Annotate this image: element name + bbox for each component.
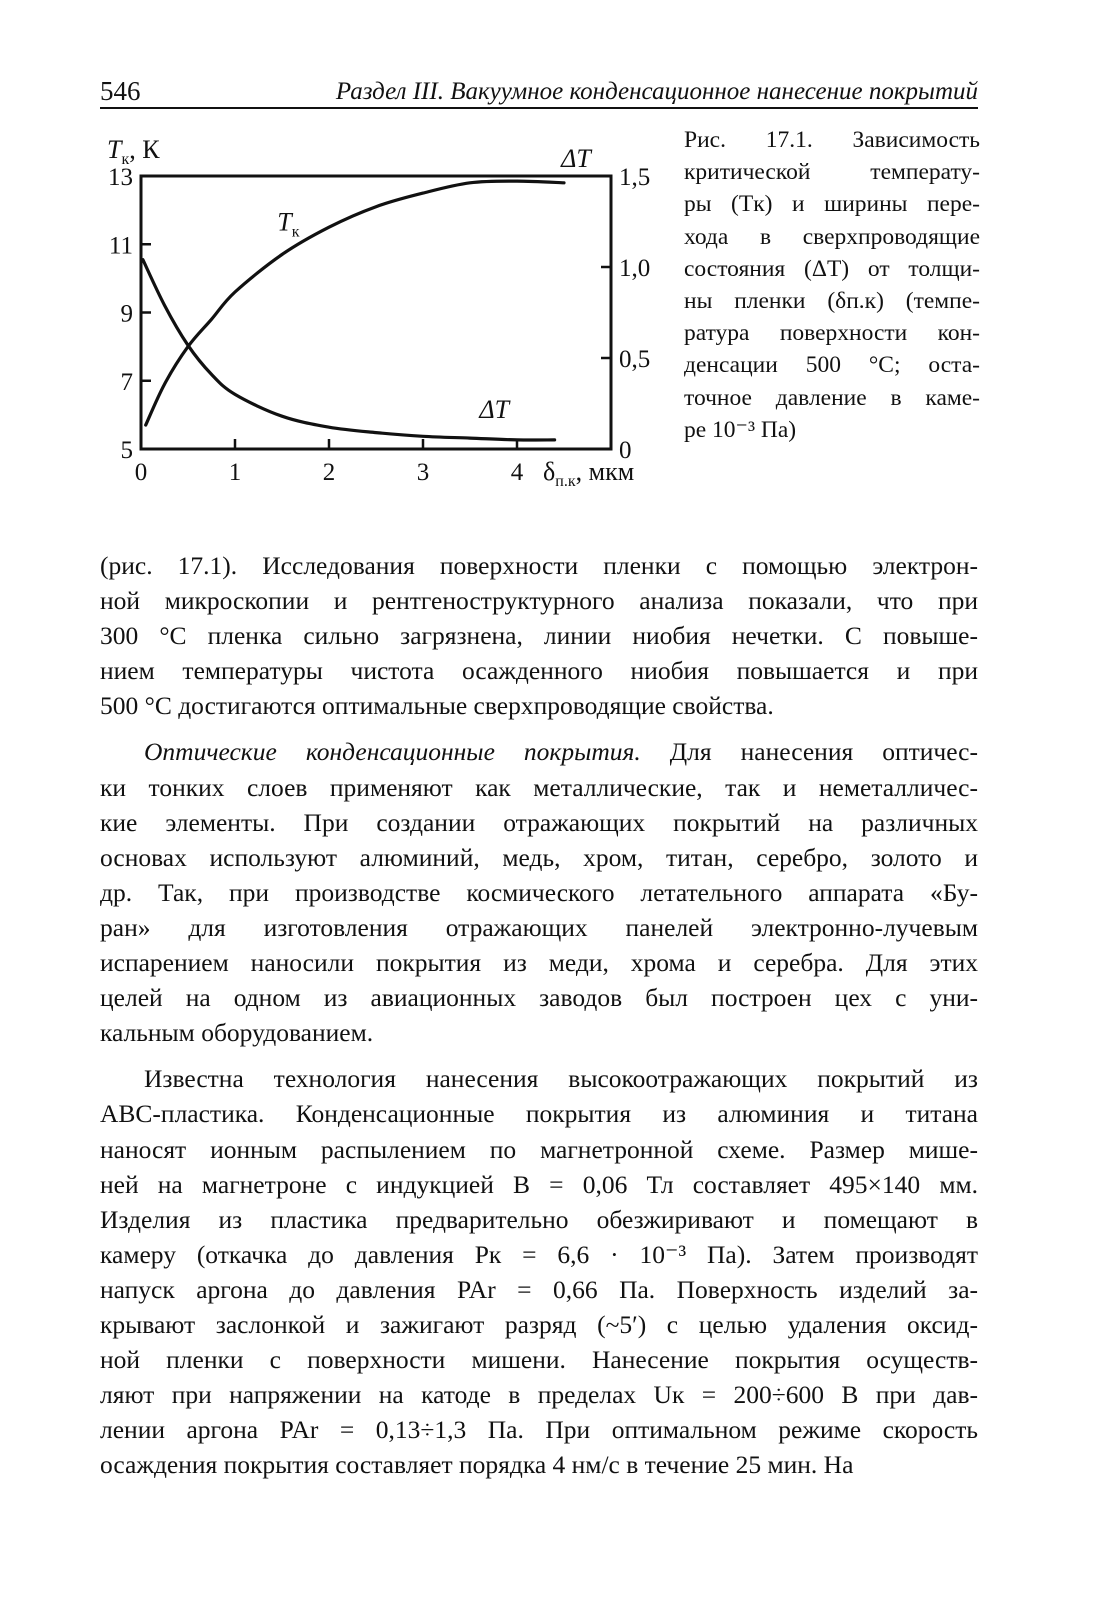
y-right-tick-label: 0 (619, 437, 632, 464)
chart-ticks (141, 176, 611, 449)
x-tick-label: 3 (416, 459, 430, 486)
caption-line: состояния (ΔT) от толщи- (684, 255, 980, 282)
text-line: др. Так, при производстве космического летательного аппарата «Бу- (100, 877, 978, 907)
caption-line: ны пленки (δп.к) (темпе- (684, 288, 980, 315)
y-left-tick-label: 11 (108, 232, 133, 260)
paragraph (100, 1061, 978, 1482)
caption-line: критической температу- (684, 159, 980, 186)
chart-labels (107, 135, 650, 490)
paragraph (100, 548, 978, 723)
text-line: осаждения покрытия составляет порядка 4 нм/с в течение 25 мин. На (100, 1450, 854, 1480)
page-number: 546 (100, 76, 141, 106)
x-axis-label: $\delta_{п.к}$, мкм (543, 457, 635, 490)
text-line: Изделия из пластика предварительно обезжиривают и помещают в (100, 1204, 978, 1234)
y-right-axis-label: ΔT (561, 144, 591, 173)
caption-line: ратура поверхности кон- (684, 320, 980, 347)
caption-line: точное давление в каме- (684, 384, 980, 411)
text-line: нием температуры чистота осажденного ниобия повышается и при (100, 656, 978, 686)
text-line: (рис. 17.1). Исследования поверхности пленки с помощью электрон- (100, 551, 978, 580)
text-line: ки тонких слоев применяют как металлические, так и неметалличес- (100, 772, 978, 802)
page-header (100, 76, 978, 106)
caption-line: денсации 500 °C; оста- (684, 352, 980, 379)
y-right-tick-label: 0,5 (619, 346, 651, 373)
caption-line: ре 10⁻³ Па) (684, 416, 797, 443)
caption-line: Рис. 17.1. Зависимость (684, 127, 980, 153)
text-line: ляют при напряжении на катоде в пределах Uк = 200÷600 В при дав- (100, 1380, 978, 1410)
series-label-tk: $T_к$ (277, 207, 300, 241)
body-text (100, 548, 978, 1493)
series-label-delta-t: ΔT (479, 395, 510, 425)
y-right-tick-label: 1,0 (619, 255, 651, 282)
figure-caption (684, 124, 980, 446)
paragraph-lead-italic: Оптические конденсационные покрытия. (144, 737, 641, 767)
y-left-tick-label: 13 (108, 164, 133, 191)
series-line-tk (146, 181, 564, 425)
text-line: испарением наносили покрытия из меди, хрома и серебра. Для этих (100, 948, 978, 978)
y-left-tick-label: 9 (120, 300, 133, 328)
x-tick-label: 4 (510, 459, 524, 486)
y-left-tick-label: 7 (120, 368, 133, 396)
text-line: ней на магнетроне с индукцией B = 0,06 Тл составляет 495×140 мм. (100, 1169, 978, 1199)
text-line: ной пленки с поверхности мишени. Нанесение покрытия осуществ- (100, 1345, 978, 1375)
text-line: ной микроскопии и рентгеноструктурного анализа показали, что при (100, 586, 978, 616)
plot-frame (141, 176, 611, 449)
text-line: основах используют алюминий, медь, хром, титан, серебро, золото и (100, 842, 978, 872)
chart-frame (141, 176, 611, 449)
y-left-tick-label: 5 (120, 437, 133, 464)
figure-17-1-chart (96, 126, 666, 506)
caption-line: хода в сверхпроводящие (684, 223, 980, 250)
y-right-tick-label: 1,5 (619, 164, 651, 191)
text-line: Известна технология нанесения высокоотражающих покрытий из (144, 1064, 978, 1094)
text-line: кальным оборудованием. (100, 1018, 374, 1048)
text-line: ран» для изготовления отражающих панелей электронно-лучевым (100, 912, 978, 942)
text-line-rest: Для нанесения оптичес- (640, 737, 978, 767)
text-line: 300 °С пленка сильно загрязнена, линии ниобия нечетки. С повыше- (100, 621, 978, 651)
paragraph (100, 734, 978, 1050)
caption-line: ры (Tк) и ширины пере- (684, 191, 980, 218)
text-line: ABC-пластика. Конденсационные покрытия из алюминия и титана (100, 1099, 978, 1129)
x-tick-label: 1 (228, 459, 242, 486)
header-rule (100, 107, 978, 109)
text-line (100, 734, 978, 769)
text-line: наносят ионным распылением по магнетронной схеме. Размер мише- (100, 1134, 978, 1164)
text-line: целей на одном из авиационных заводов был построен цех с уни- (100, 983, 978, 1013)
text-line: камеру (откачка до давления Pк = 6,6 · 10⁻³ Па). Затем производят (100, 1239, 978, 1269)
running-title: Раздел III. Вакуумное конденсационное нанесение покрытий (335, 78, 978, 105)
x-tick-label: 2 (322, 459, 336, 486)
text-line: 500 °С достигаются оптимальные сверхпроводящие свойства. (100, 691, 774, 721)
text-line: крывают заслонкой и зажигают разряд (~5′) с целью удаления оксид- (100, 1309, 978, 1339)
x-tick-label: 0 (134, 459, 148, 486)
text-line: лении аргона PAr = 0,13÷1,3 Па. При оптимальном режиме скорость (100, 1415, 978, 1445)
text-line: напуск аргона до давления PAr = 0,66 Па. Поверхность изделий за- (100, 1274, 978, 1304)
text-line: кие элементы. При создании отражающих покрытий на различных (100, 807, 978, 837)
y-left-axis-label: $T_к$, К (107, 135, 160, 168)
